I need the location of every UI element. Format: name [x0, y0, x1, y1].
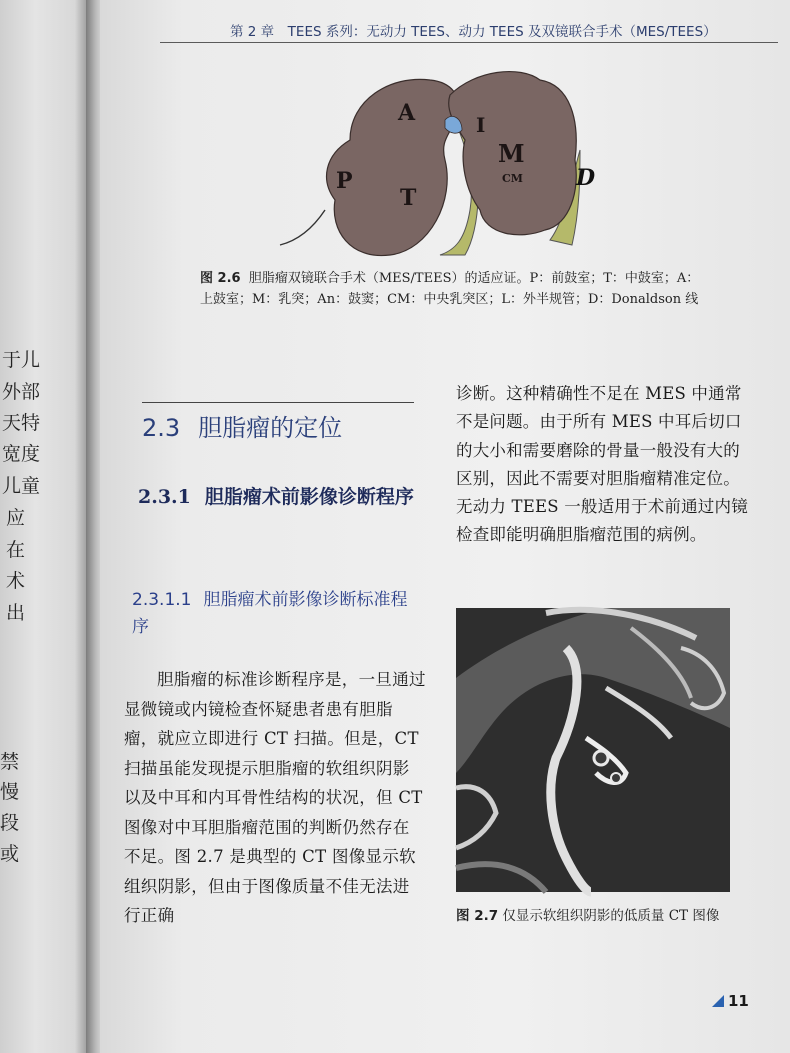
diagram-label-m: M: [498, 139, 525, 168]
diagram-contour-line: [280, 210, 325, 245]
section-rule: [142, 402, 414, 403]
subsection-number: 2.3.1: [138, 486, 191, 508]
section-heading: [142, 408, 342, 443]
subsection-title: 胆脂瘤术前影像诊断程序: [204, 486, 414, 508]
section-number: 2.3: [142, 414, 181, 442]
left-page-fragment: 禁: [0, 751, 20, 773]
header-rule: [160, 42, 778, 43]
diagram-label-d: D: [576, 165, 596, 191]
page-number-triangle-icon: [712, 995, 724, 1007]
section-title: 胆脂瘤的定位: [198, 414, 343, 442]
page-number-value: 11: [728, 992, 749, 1010]
subsection-heading: [138, 484, 428, 511]
left-page-fragment: 段: [0, 812, 20, 834]
diagram-label-i: I: [476, 113, 486, 137]
left-page-fragment: 应: [6, 507, 26, 529]
body-left-paragraph: 胆脂瘤的标准诊断程序是，一旦通过显微镜或内镜检查怀疑患者患有胆脂瘤，就应立即进行 CT 扫描。但是，CT 扫描虽能发现提示胆脂瘤的软组织阴影以及中耳和内耳骨性结构的状况，但 CT 图像对中耳胆脂瘤范围的判断仍然存在不足。图 2.7 是典型的 CT 图像显示软组织阴影，但由于图像质量不佳无法进行正确: [124, 670, 426, 925]
chapter-header: 第 2 章 TEES 系列：无动力 TEES、动力 TEES 及双镜联合手术（MES/TEES）: [230, 24, 717, 40]
diagram-label-t: T: [400, 185, 417, 211]
body-text-right: 诊断。这种精确性不足在 MES 中通常不是问题。由于所有 MES 中耳后切口的大小和需要磨除的骨量一般没有大的区别，因此不需要对胆脂瘤精准定位。无动力 TEES 一般适用于术前通过内镜检查即能明确胆脂瘤范围的病例。: [456, 384, 748, 545]
left-page-fragment: 出: [6, 602, 26, 624]
left-page-fragment: 慢: [0, 781, 20, 803]
figure-2-7-caption: [456, 906, 756, 927]
figure-2-7-caption-text: 仅显示软组织阴影的低质量 CT 图像: [502, 908, 720, 924]
subsubsection-title: 胆脂瘤术前影像诊断标准程序: [132, 590, 408, 637]
left-page-fragment: 术: [6, 570, 26, 592]
right-page: [100, 0, 790, 1053]
left-page-fragment: 天特: [2, 412, 41, 434]
left-page-edge: [0, 0, 88, 1053]
figure-2-6-caption: [200, 268, 700, 310]
body-text-left: [124, 665, 426, 931]
figure-2-6-caption-label: 图 2.6: [200, 271, 241, 286]
figure-2-6-caption-text: 胆脂瘤双镜联合手术（MES/TEES）的适应证。P：前鼓室；T：中鼓室；A：上鼓室；M：乳突；An：鼓窦；CM：中央乳突区；L：外半规管；D：Donaldson 线: [200, 271, 700, 307]
left-page-fragment: 在: [6, 539, 26, 561]
diagram-label-a: A: [398, 100, 416, 126]
figure-2-7-caption-label: 图 2.7: [456, 908, 499, 924]
subsubsection-number: 2.3.1.1: [132, 590, 192, 610]
figure-2-6-diagram: [280, 60, 596, 260]
left-page-fragment: 于儿: [2, 349, 41, 371]
page-number: [712, 992, 749, 1010]
diagram-label-cm: CM: [502, 172, 523, 185]
figure-2-7-ct-image: [456, 608, 730, 892]
left-page-fragment: 外部: [2, 381, 41, 403]
ct-scan-picture: [456, 608, 730, 892]
diagram-label-p: P: [336, 168, 353, 194]
subsubsection-heading: [132, 587, 422, 641]
left-page-fragment: 儿童: [2, 475, 41, 497]
left-page-fragment: 宽度: [2, 443, 41, 465]
left-page-fragment: 或: [0, 843, 20, 865]
